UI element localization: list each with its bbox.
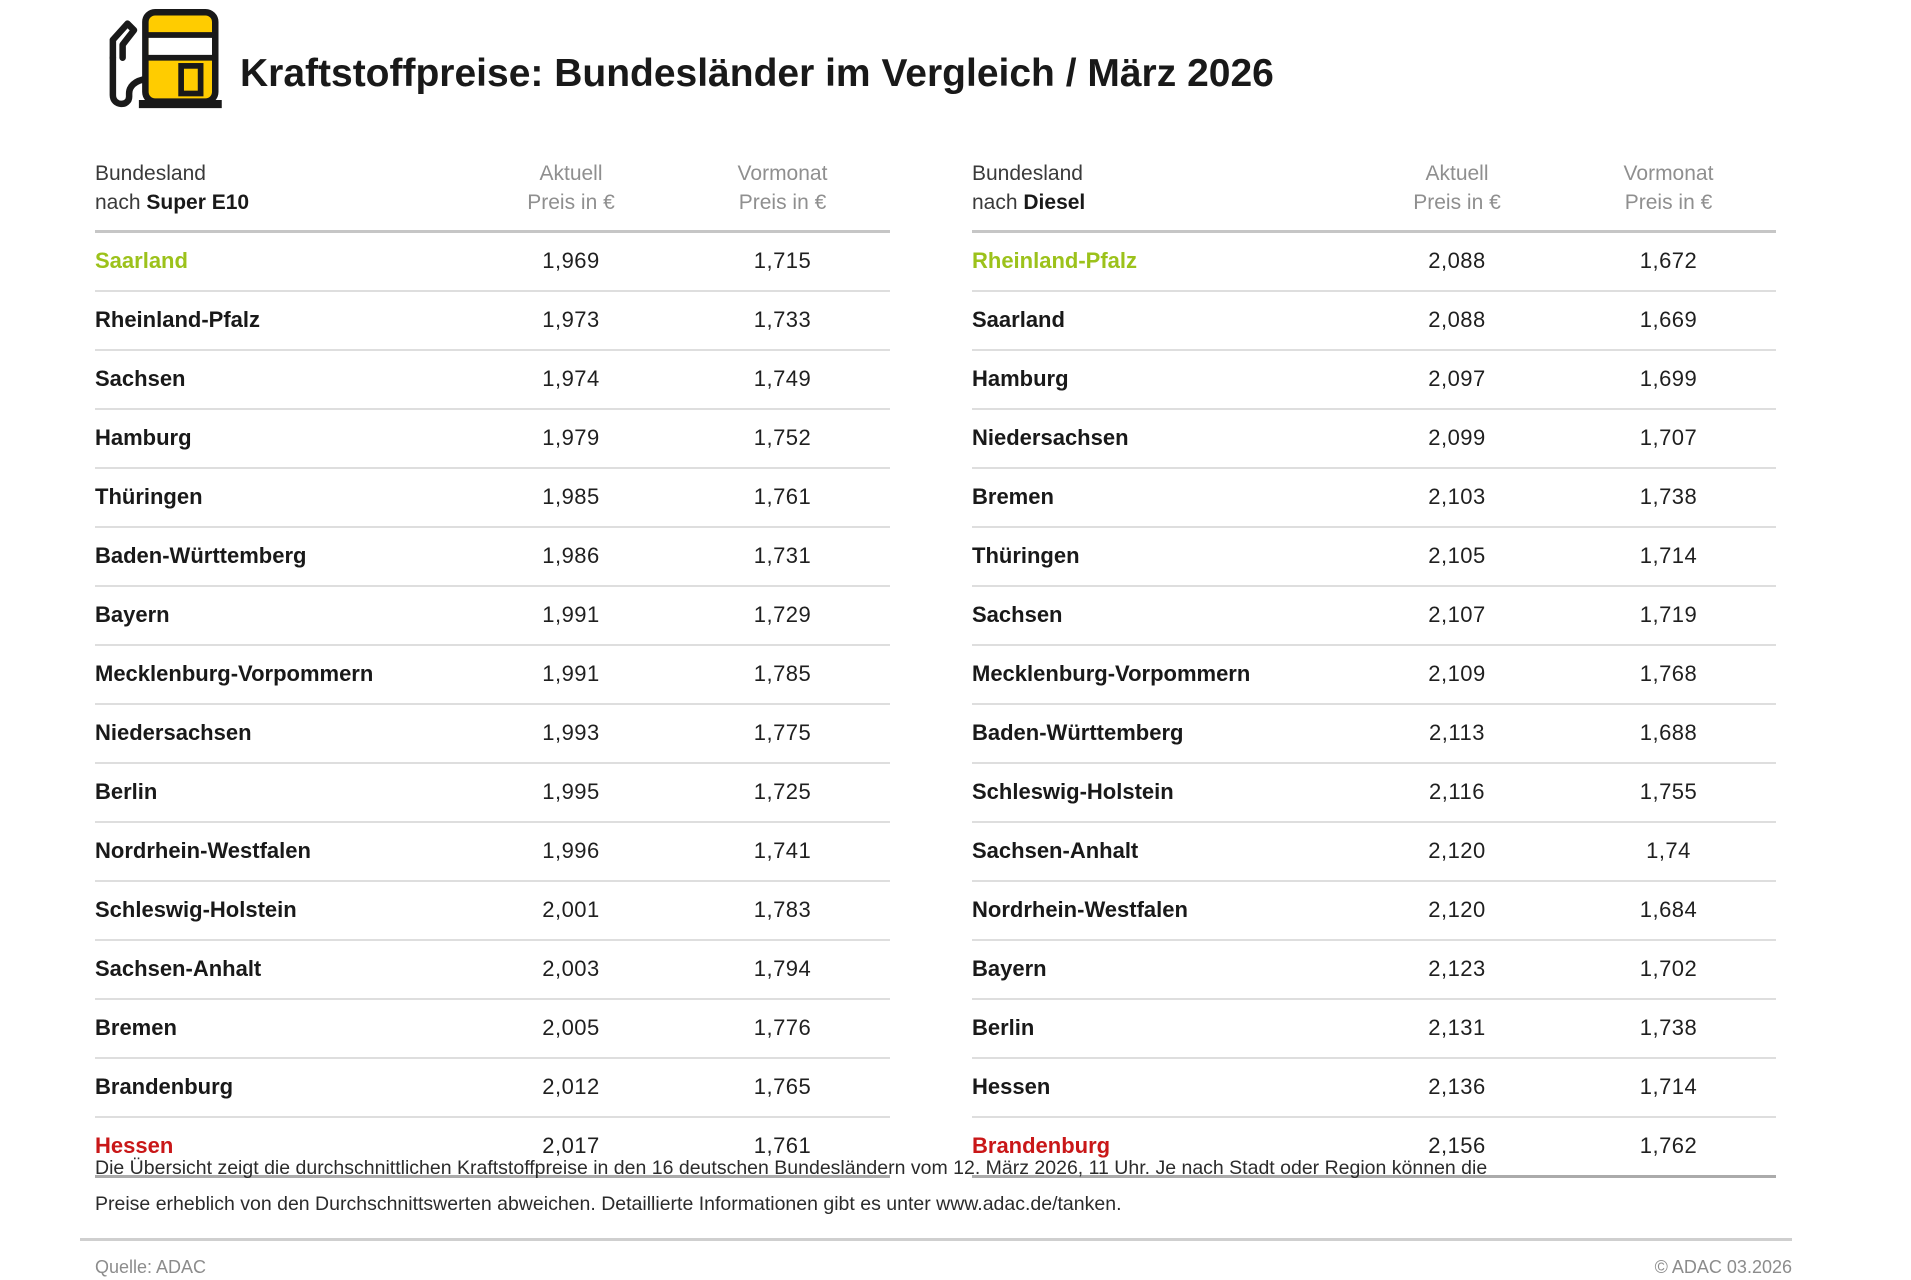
previous-price: 1,755 [1639, 779, 1698, 805]
column-header-aktuell [1381, 160, 1561, 218]
state-name: Brandenburg [95, 1074, 234, 1100]
state-name: Saarland [972, 307, 1065, 333]
current-price: 2,123 [1428, 956, 1486, 982]
current-price: 1,996 [542, 838, 600, 864]
current-price: 2,099 [1428, 425, 1486, 451]
state-name: Nordrhein-Westfalen [95, 838, 311, 864]
current-price: 2,120 [1428, 897, 1486, 923]
table-row [95, 528, 890, 587]
previous-price: 1,74 [1646, 838, 1691, 864]
previous-price: 1,672 [1639, 248, 1698, 274]
table-diesel [972, 160, 1776, 1178]
column-header-aktuell [495, 160, 675, 218]
page-title: Kraftstoffpreise: Bundesländer im Vergleich / März 2026 [240, 52, 1274, 95]
previous-price: 1,749 [753, 366, 812, 392]
table-row [972, 646, 1776, 705]
state-name: Niedersachsen [95, 720, 252, 746]
previous-price: 1,731 [753, 543, 812, 569]
state-name: Mecklenburg-Vorpommern [95, 661, 374, 687]
current-price: 2,116 [1429, 779, 1485, 805]
state-name: Berlin [95, 779, 158, 805]
table-row [95, 410, 890, 469]
previous-price: 1,762 [1639, 1133, 1698, 1159]
table-row [95, 646, 890, 705]
current-price: 1,973 [542, 307, 600, 333]
current-price: 1,969 [542, 248, 600, 274]
current-price: 2,088 [1428, 248, 1486, 274]
state-name: Hamburg [95, 425, 192, 451]
state-name: Sachsen-Anhalt [972, 838, 1139, 864]
previous-price: 1,725 [753, 779, 812, 805]
previous-price: 1,794 [753, 956, 812, 982]
previous-price: 1,669 [1639, 307, 1698, 333]
current-price: 2,017 [542, 1133, 600, 1159]
column-header-line1: Aktuell [539, 162, 603, 185]
state-name: Hessen [95, 1133, 174, 1159]
column-header-line1: Vormonat [737, 162, 828, 185]
current-price: 2,107 [1428, 602, 1486, 628]
table-row [95, 705, 890, 764]
previous-price: 1,738 [1639, 1015, 1698, 1041]
previous-price: 1,688 [1639, 720, 1698, 746]
state-name: Thüringen [972, 543, 1080, 569]
current-price: 1,974 [542, 366, 600, 392]
column-header-line2: Preis in € [738, 190, 827, 214]
table-row [972, 764, 1776, 823]
column-header-line2 [95, 189, 495, 218]
state-name: Saarland [95, 248, 188, 274]
previous-price: 1,699 [1639, 366, 1698, 392]
state-name: Sachsen [95, 366, 186, 392]
fuel-pump-icon [95, 4, 225, 118]
table-row [972, 292, 1776, 351]
column-header-line1: Aktuell [1425, 162, 1489, 185]
previous-price: 1,714 [1639, 1074, 1698, 1100]
fuel-type-label: Diesel [1023, 190, 1086, 214]
previous-price: 1,719 [1639, 602, 1698, 628]
current-price: 2,136 [1428, 1074, 1486, 1100]
current-price: 2,105 [1428, 543, 1486, 569]
current-price: 1,991 [542, 661, 600, 687]
previous-price: 1,684 [1639, 897, 1698, 923]
state-name: Bayern [972, 956, 1047, 982]
current-price: 2,156 [1428, 1133, 1486, 1159]
state-name: Baden-Württemberg [972, 720, 1184, 746]
current-price: 2,120 [1428, 838, 1486, 864]
state-name: Brandenburg [972, 1133, 1111, 1159]
current-price: 2,005 [542, 1015, 600, 1041]
footnote-line2: Preise erheblich von den Durchschnittswerten abweichen. Detaillierte Informationen gibt es unter www.adac.de/tanken. [95, 1193, 1122, 1215]
table-super-e10 [95, 160, 890, 1178]
previous-price: 1,768 [1639, 661, 1698, 687]
footer-divider [80, 1238, 1792, 1241]
current-price: 1,986 [542, 543, 600, 569]
state-name: Niedersachsen [972, 425, 1129, 451]
current-price: 2,003 [542, 956, 600, 982]
current-price: 1,991 [542, 602, 600, 628]
previous-price: 1,729 [753, 602, 812, 628]
column-header-bundesland [95, 160, 495, 218]
state-name: Sachsen [972, 602, 1063, 628]
table-row [972, 410, 1776, 469]
current-price: 2,097 [1428, 366, 1486, 392]
current-price: 2,109 [1428, 661, 1486, 687]
table-row [95, 764, 890, 823]
state-name: Bremen [972, 484, 1054, 510]
column-header-line1: Vormonat [1623, 162, 1714, 185]
previous-price: 1,752 [753, 425, 812, 451]
state-name: Sachsen-Anhalt [95, 956, 262, 982]
table-row [972, 351, 1776, 410]
table-body [95, 233, 890, 1178]
previous-price: 1,775 [753, 720, 812, 746]
table-row [95, 587, 890, 646]
state-name: Mecklenburg-Vorpommern [972, 661, 1251, 687]
current-price: 2,001 [542, 897, 600, 923]
current-price: 1,979 [542, 425, 600, 451]
table-row [972, 705, 1776, 764]
fuel-type-prefix: nach [972, 190, 1018, 214]
state-name: Schleswig-Holstein [95, 897, 297, 923]
table-row [972, 528, 1776, 587]
table-row [95, 292, 890, 351]
table-row [972, 1000, 1776, 1059]
fuel-type-prefix: nach [95, 190, 141, 214]
previous-price: 1,776 [753, 1015, 812, 1041]
previous-price: 1,765 [753, 1074, 812, 1100]
table-header [972, 160, 1776, 233]
current-price: 1,995 [542, 779, 600, 805]
table-row [95, 351, 890, 410]
previous-price: 1,785 [753, 661, 812, 687]
column-header-line1: Bundesland [972, 162, 1083, 185]
column-header-bundesland [972, 160, 1381, 218]
state-name: Schleswig-Holstein [972, 779, 1174, 805]
table-row [972, 823, 1776, 882]
current-price: 1,985 [542, 484, 600, 510]
table-row [972, 882, 1776, 941]
previous-price: 1,707 [1639, 425, 1698, 451]
state-name: Baden-Württemberg [95, 543, 307, 569]
source-label: Quelle: ADAC [95, 1257, 207, 1277]
previous-price: 1,733 [753, 307, 812, 333]
state-name: Thüringen [95, 484, 203, 510]
state-name: Bayern [95, 602, 170, 628]
column-header-vormonat [675, 160, 890, 218]
copyright-label: © ADAC 03.2026 [1654, 1257, 1792, 1277]
current-price: 2,012 [542, 1074, 600, 1100]
table-row [972, 469, 1776, 528]
previous-price: 1,715 [753, 248, 812, 274]
state-name: Berlin [972, 1015, 1035, 1041]
previous-price: 1,761 [753, 1133, 812, 1159]
state-name: Hamburg [972, 366, 1069, 392]
table-row [95, 469, 890, 528]
table-row [972, 587, 1776, 646]
previous-price: 1,761 [753, 484, 812, 510]
column-header-line2: Preis in € [527, 190, 615, 214]
table-row [95, 233, 890, 292]
state-name: Nordrhein-Westfalen [972, 897, 1188, 923]
current-price: 2,088 [1428, 307, 1486, 333]
table-row [95, 882, 890, 941]
current-price: 2,131 [1428, 1015, 1486, 1041]
footnote-line1: Die Übersicht zeigt die durchschnittlichen Kraftstoffpreise in den 16 deutschen Bundesländern vom 12. März 2026, 11 Uhr. Je nach Stadt oder Region können die [95, 1157, 1488, 1179]
current-price: 2,113 [1429, 720, 1485, 746]
current-price: 1,993 [542, 720, 600, 746]
previous-price: 1,714 [1639, 543, 1698, 569]
table-header [95, 160, 890, 233]
table-body [972, 233, 1776, 1178]
column-header-vormonat [1561, 160, 1776, 218]
table-row [95, 1000, 890, 1059]
previous-price: 1,783 [753, 897, 812, 923]
state-name: Rheinland-Pfalz [95, 307, 261, 333]
state-name: Bremen [95, 1015, 177, 1041]
previous-price: 1,741 [753, 838, 812, 864]
table-row [95, 1059, 890, 1118]
table-row [972, 941, 1776, 1000]
column-header-line2 [972, 189, 1381, 218]
current-price: 2,103 [1428, 484, 1486, 510]
state-name: Hessen [972, 1074, 1051, 1100]
previous-price: 1,702 [1639, 956, 1698, 982]
table-row [95, 941, 890, 1000]
table-row [972, 233, 1776, 292]
previous-price: 1,738 [1639, 484, 1698, 510]
table-row [972, 1059, 1776, 1118]
table-row [95, 823, 890, 882]
column-header-line1: Bundesland [95, 162, 206, 185]
state-name: Rheinland-Pfalz [972, 248, 1138, 274]
column-header-line2: Preis in € [1413, 190, 1501, 214]
column-header-line2: Preis in € [1624, 190, 1713, 214]
fuel-type-label: Super E10 [146, 190, 250, 214]
footnote [95, 1150, 1655, 1222]
